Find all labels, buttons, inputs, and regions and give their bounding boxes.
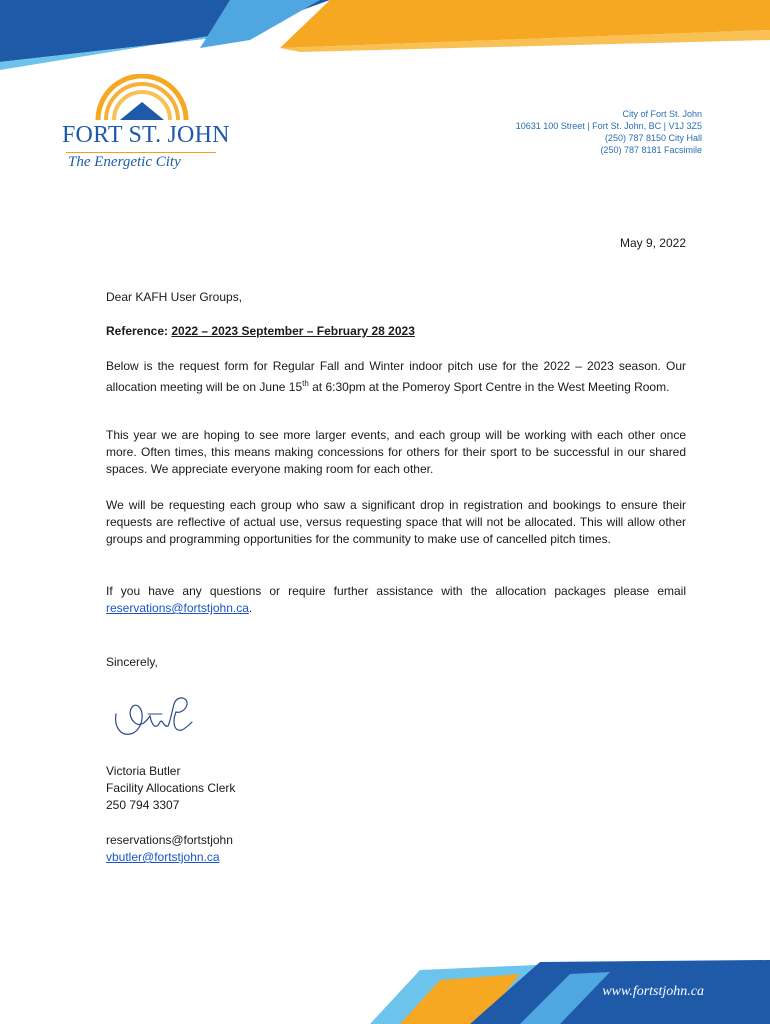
p1-superscript: th bbox=[302, 379, 309, 388]
letter-date: May 9, 2022 bbox=[619, 236, 686, 250]
handwritten-signature bbox=[112, 692, 196, 742]
logo-name: FORT ST. JOHN bbox=[62, 122, 230, 148]
header-band bbox=[0, 0, 770, 70]
p4-text-end: . bbox=[248, 601, 253, 615]
signer-name: Victoria Butler bbox=[106, 764, 181, 778]
sunrise-icon bbox=[62, 74, 222, 124]
signoff-block bbox=[106, 763, 235, 814]
contact-emails bbox=[106, 832, 233, 866]
city-logo bbox=[62, 74, 230, 179]
website-url: www.fortstjohn.ca bbox=[602, 984, 704, 999]
paragraph-request-form bbox=[106, 358, 686, 396]
closing: Sincerely, bbox=[106, 655, 158, 669]
address-block bbox=[516, 108, 702, 156]
paragraph-events: This year we are hoping to see more larger events, and each group will be working with each other once more. Often times, this means making concessions for others for their sport to be successful in our shared spaces. We appreciate everyone making room for each other. bbox=[106, 428, 686, 476]
p4-text: If you have any questions or require further assistance with the allocation packages please email bbox=[106, 584, 686, 598]
contact-email-link[interactable]: vbutler@fortstjohn.ca bbox=[106, 850, 220, 864]
reference-value: 2022 – 2023 September – February 28 2023 bbox=[171, 324, 415, 338]
address-line: City of Fort St. John bbox=[622, 109, 702, 119]
signer-title: Facility Allocations Clerk bbox=[106, 781, 236, 795]
p1-text-end: at 6:30pm at the Pomeroy Sport Centre in the West Meeting Room. bbox=[308, 380, 670, 394]
reference-line bbox=[106, 323, 686, 340]
signer-phone: 250 794 3307 bbox=[106, 798, 180, 812]
paragraph-requests: We will be requesting each group who saw a significant drop in registration and bookings to ensure their requests are reflective of actual use, versus requesting space that will not be allocated. This will allow other groups and programming opportunities for the community to make use of cancelled pitch times. bbox=[106, 498, 686, 546]
logo-divider bbox=[66, 152, 216, 153]
address-line: 10631 100 Street | Fort St. John, BC | V1J 3Z5 bbox=[515, 121, 702, 131]
address-line: (250) 787 8150 City Hall bbox=[604, 133, 702, 143]
logo-tagline: The Energetic City bbox=[68, 154, 181, 170]
contact-email-reservations: reservations@fortstjohn bbox=[106, 833, 233, 847]
reservations-email-link[interactable]: reservations@fortstjohn.ca bbox=[106, 601, 249, 615]
salutation: Dear KAFH User Groups, bbox=[106, 290, 243, 304]
reference-label: Reference: bbox=[106, 324, 169, 338]
paragraph-questions bbox=[106, 583, 686, 617]
address-line: (250) 787 8181 Facsimile bbox=[600, 145, 702, 155]
p1-text: Below is the request form for Regular Fall and Winter indoor pitch use for the 2022 – 2023 season. Our allocation meeting will be on June 15 bbox=[106, 359, 686, 394]
